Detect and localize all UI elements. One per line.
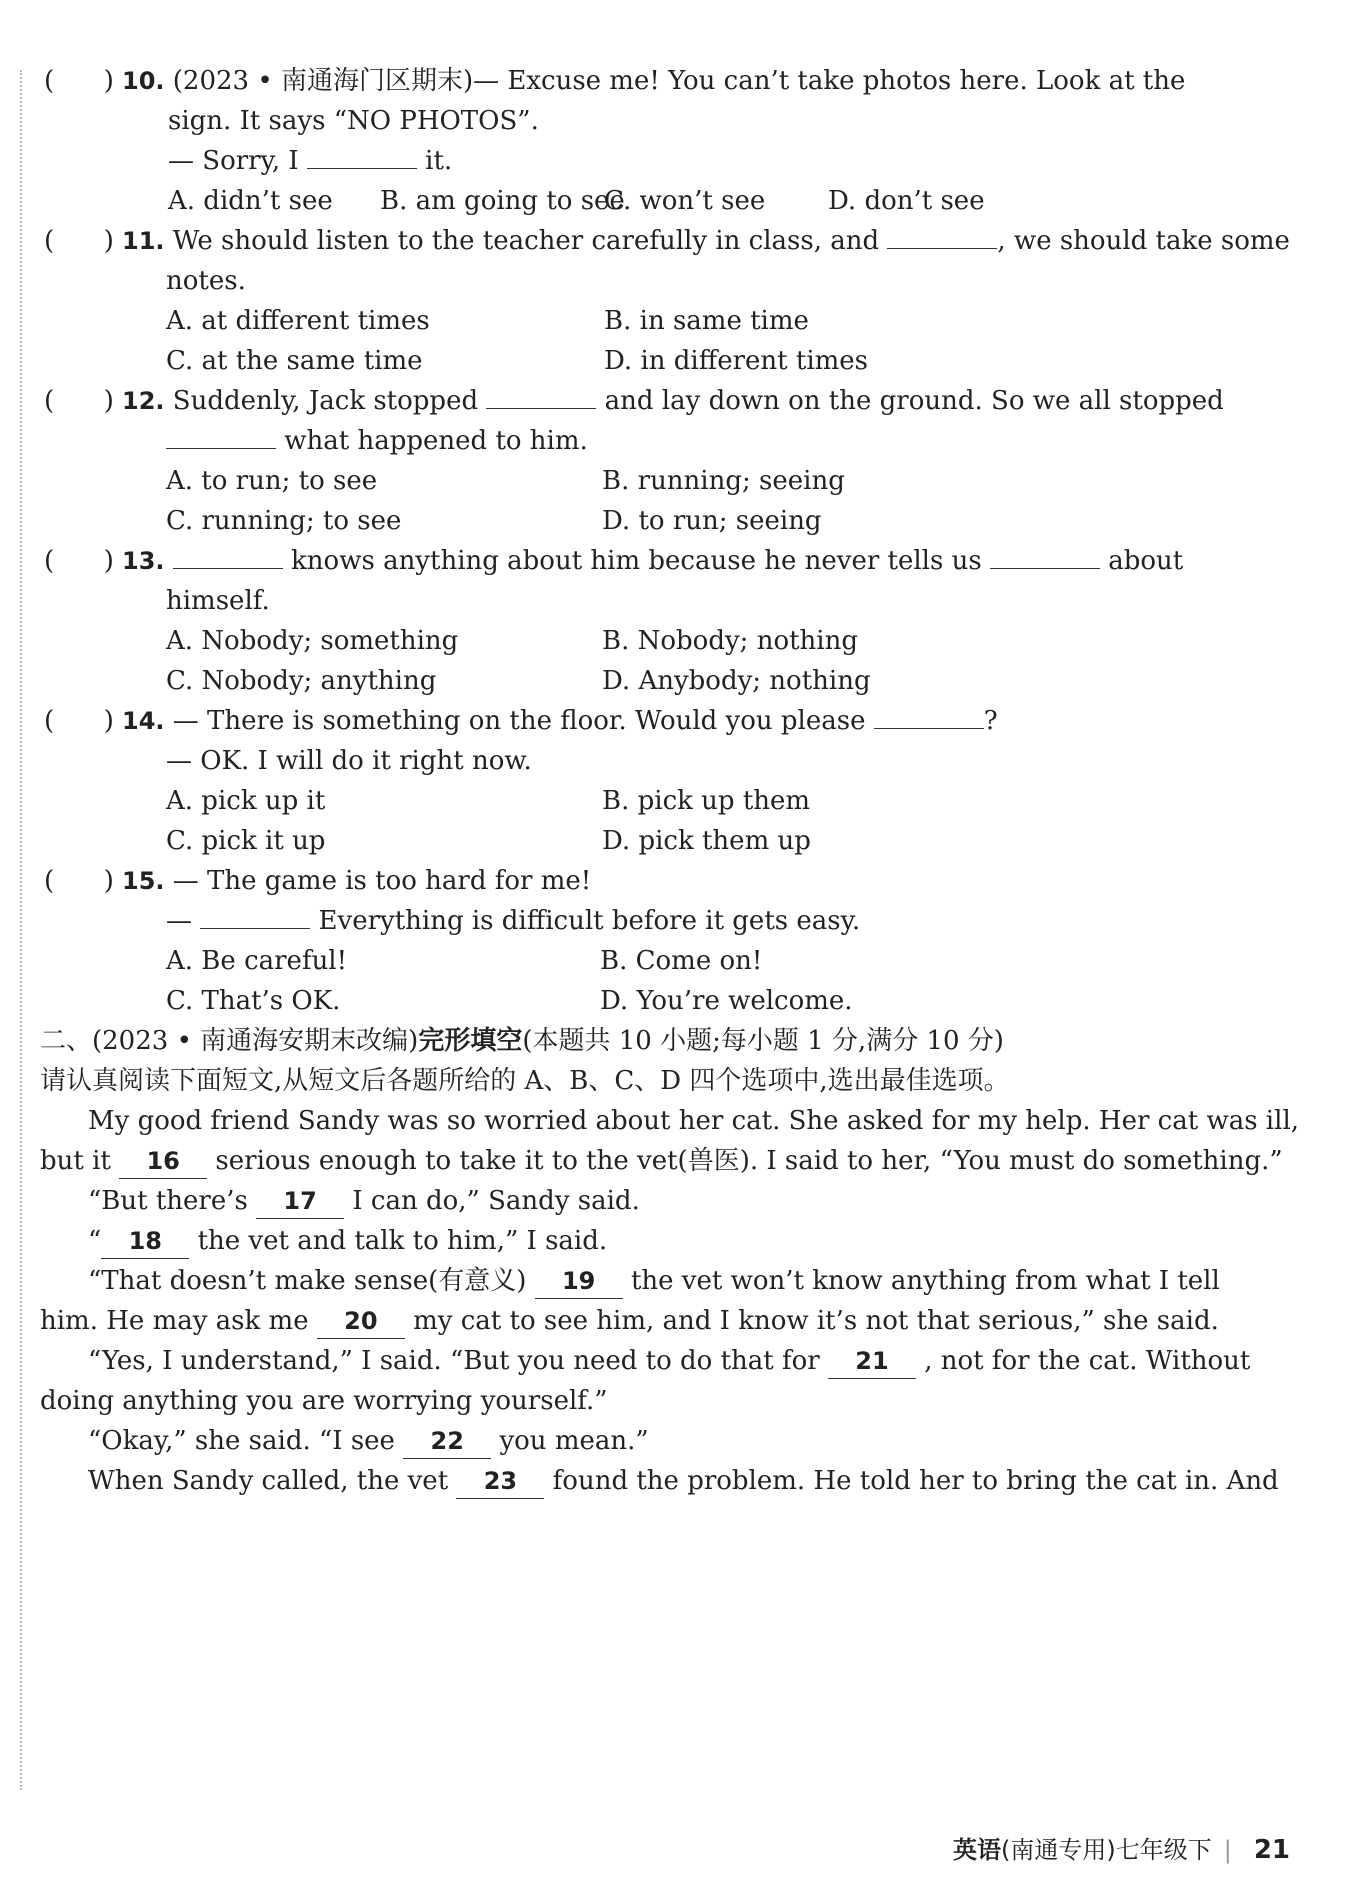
numbered-blank[interactable]: 21: [828, 1344, 916, 1379]
passage-line: “Okay,” she said. “I see 22 you mean.”: [88, 1424, 649, 1459]
option-b[interactable]: B. Nobody; nothing: [602, 626, 858, 656]
binding-margin-line: [20, 70, 22, 1790]
option-b[interactable]: B. am going to see: [380, 186, 625, 216]
passage-line: “But there’s 17 I can do,” Sandy said.: [88, 1184, 640, 1219]
option-b[interactable]: B. in same time: [604, 306, 809, 336]
option-a[interactable]: A. didn’t see: [168, 186, 333, 216]
option-c[interactable]: C. Nobody; anything: [166, 666, 437, 696]
section-instruction: 请认真阅读下面短文,从短文后各题所给的 A、B、C、D 四个选项中,选出最佳选项。: [40, 1066, 1010, 1096]
option-d[interactable]: D. to run; seeing: [602, 506, 822, 536]
question-text: (2023 • 南通海门区期末)— Excuse me! You can’t take photos here. Look at the: [172, 66, 1186, 96]
passage-line: doing anything you are worrying yourself.”: [40, 1386, 608, 1416]
answer-bracket[interactable]: ( ): [44, 386, 114, 416]
numbered-blank[interactable]: 19: [535, 1264, 623, 1299]
question-stem-line: 15. — The game is too hard for me!: [122, 866, 592, 896]
numbered-blank[interactable]: 22: [403, 1424, 491, 1459]
option-a[interactable]: A. pick up it: [166, 786, 326, 816]
answer-bracket[interactable]: ( ): [44, 226, 114, 256]
question-text: — OK. I will do it right now.: [166, 746, 532, 776]
option-c[interactable]: C. That’s OK.: [166, 986, 341, 1016]
page-number: 21: [1253, 1835, 1290, 1865]
answer-blank[interactable]: [874, 706, 984, 729]
footer-divider: |: [1223, 1836, 1232, 1864]
answer-blank[interactable]: [200, 906, 310, 929]
answer-blank[interactable]: [486, 386, 596, 409]
option-c[interactable]: C. at the same time: [166, 346, 423, 376]
question-text: — Sorry, I it.: [168, 146, 453, 176]
answer-bracket[interactable]: ( ): [44, 546, 114, 576]
numbered-blank[interactable]: 20: [317, 1304, 405, 1339]
footer-edition: (南通专用)七年级下: [1000, 1836, 1212, 1864]
option-c[interactable]: C. pick it up: [166, 826, 326, 856]
answer-blank[interactable]: [307, 146, 417, 169]
numbered-blank[interactable]: 23: [456, 1464, 544, 1499]
option-c[interactable]: C. won’t see: [604, 186, 766, 216]
option-a[interactable]: A. Be careful!: [166, 946, 348, 976]
section-heading: 二、(2023 • 南通海安期末改编)完形填空(本题共 10 小题;每小题 1 分,满分 10 分): [40, 1026, 1004, 1056]
numbered-blank[interactable]: 16: [119, 1144, 207, 1179]
answer-blank[interactable]: [887, 226, 997, 249]
question-stem-line: 13. knows anything about him because he never tells us about: [122, 546, 1184, 576]
option-d[interactable]: D. pick them up: [602, 826, 811, 856]
question-number: 15.: [122, 867, 165, 895]
question-stem-line: 14. — There is something on the floor. Would you please ?: [122, 706, 998, 736]
option-b[interactable]: B. pick up them: [602, 786, 811, 816]
question-text: sign. It says “NO PHOTOS”.: [168, 106, 539, 136]
passage-line: “That doesn’t make sense(有意义) 19 the vet won’t know anything from what I tell: [88, 1264, 1220, 1299]
question-text: notes.: [166, 266, 246, 296]
answer-blank[interactable]: [990, 546, 1100, 569]
passage-line: “Yes, I understand,” I said. “But you need to do that for 21 , not for the cat. Without: [88, 1344, 1250, 1379]
option-d[interactable]: D. You’re welcome.: [600, 986, 853, 1016]
answer-blank[interactable]: [166, 426, 276, 449]
option-a[interactable]: A. at different times: [166, 306, 430, 336]
question-number: 10.: [122, 67, 165, 95]
question-number: 11.: [122, 227, 165, 255]
numbered-blank[interactable]: 18: [101, 1224, 189, 1259]
passage-line: but it 16 serious enough to take it to the vet(兽医). I said to her, “You must do something.”: [40, 1144, 1283, 1179]
passage-line: him. He may ask me 20 my cat to see him, and I know it’s not that serious,” she said.: [40, 1304, 1219, 1339]
question-number: 14.: [122, 707, 165, 735]
passage-line: “ 18 the vet and talk to him,” I said.: [88, 1224, 607, 1259]
passage-line: When Sandy called, the vet 23 found the problem. He told her to bring the cat in. And: [88, 1464, 1279, 1499]
option-d[interactable]: D. don’t see: [828, 186, 985, 216]
option-b[interactable]: B. Come on!: [600, 946, 763, 976]
question-number: 12.: [122, 387, 165, 415]
question-number: 13.: [122, 547, 165, 575]
option-d[interactable]: D. in different times: [604, 346, 869, 376]
question-text: — Everything is difficult before it gets easy.: [166, 906, 861, 936]
answer-blank[interactable]: [173, 546, 283, 569]
question-stem-line: 11. We should listen to the teacher carefully in class, and , we should take some: [122, 226, 1290, 256]
option-c[interactable]: C. running; to see: [166, 506, 402, 536]
answer-bracket[interactable]: ( ): [44, 66, 114, 96]
option-d[interactable]: D. Anybody; nothing: [602, 666, 871, 696]
question-text: himself.: [166, 586, 270, 616]
page-footer: [953, 1835, 1290, 1865]
footer-subject: 英语: [952, 1836, 1001, 1864]
question-stem-line: 12. Suddenly, Jack stopped and lay down on the ground. So we all stopped: [122, 386, 1224, 416]
option-b[interactable]: B. running; seeing: [602, 466, 845, 496]
option-a[interactable]: A. to run; to see: [166, 466, 378, 496]
numbered-blank[interactable]: 17: [256, 1184, 344, 1219]
answer-bracket[interactable]: ( ): [44, 866, 114, 896]
question-text: what happened to him.: [166, 424, 588, 458]
section-title: 完形填空: [418, 1026, 523, 1056]
answer-bracket[interactable]: ( ): [44, 706, 114, 736]
passage-line: My good friend Sandy was so worried about her cat. She asked for my help. Her cat was ill,: [88, 1106, 1300, 1136]
option-a[interactable]: A. Nobody; something: [166, 626, 459, 656]
question-stem-line: [122, 64, 1185, 98]
